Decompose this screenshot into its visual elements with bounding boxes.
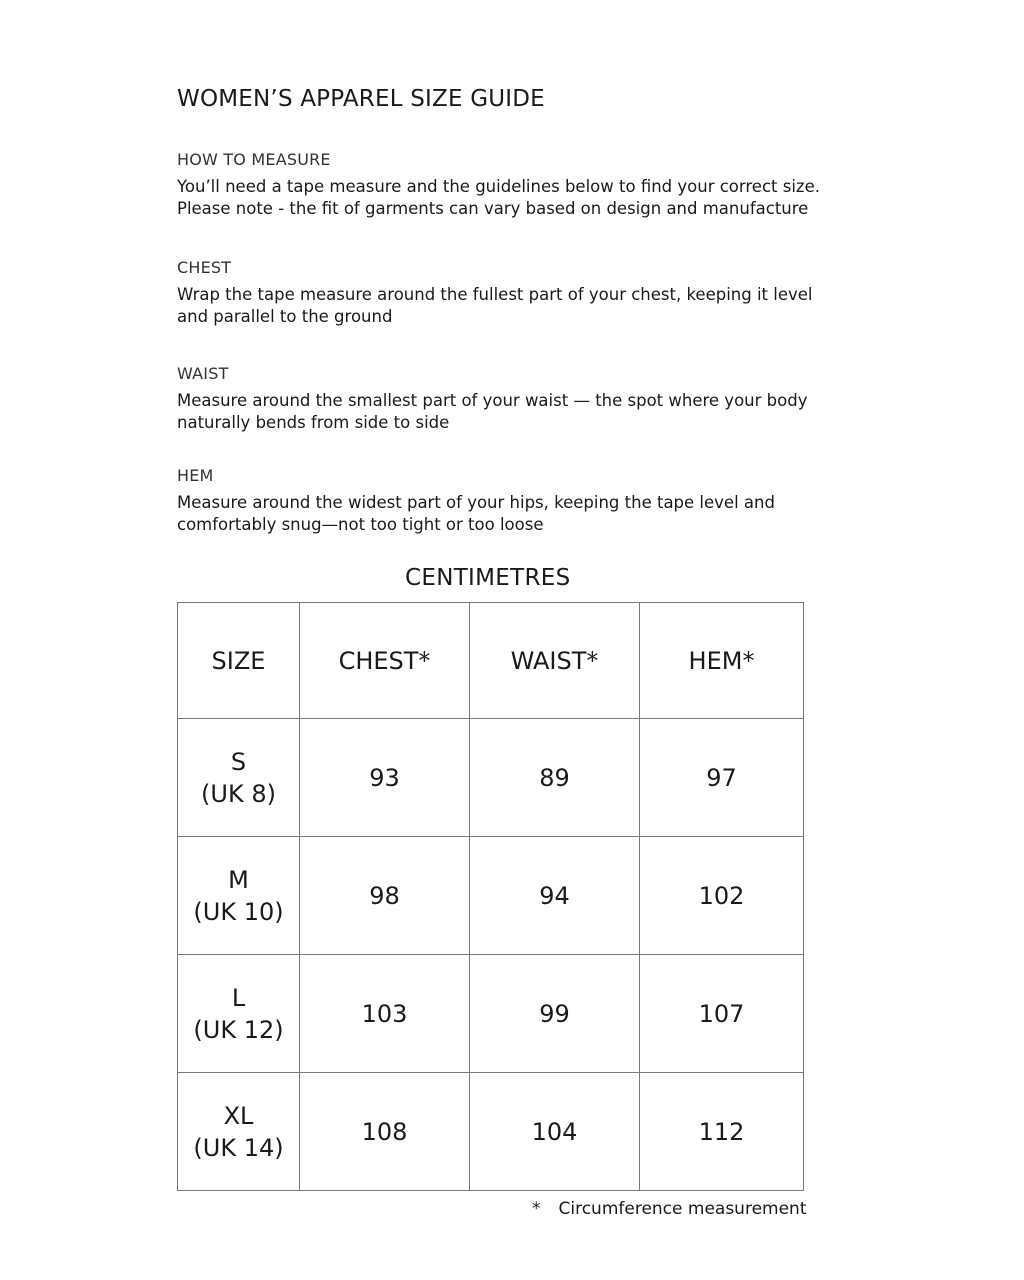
waist-cell: 99 [470, 955, 640, 1073]
table-header-row [178, 603, 804, 719]
footnote-text: Circumference measurement [558, 1199, 807, 1219]
section-body [177, 492, 857, 536]
header-size: SIZE [178, 603, 300, 719]
hem-cell: 107 [640, 955, 804, 1073]
section-body [177, 390, 857, 434]
section-heading: HOW TO MEASURE [177, 150, 331, 169]
size-label: L [231, 983, 246, 1012]
hem-cell: 102 [640, 837, 804, 955]
units-title: CENTIMETRES [405, 565, 571, 591]
section-heading: CHEST [177, 258, 232, 277]
section-waist [177, 364, 857, 434]
chest-cell: 98 [300, 837, 470, 955]
chest-cell: 108 [300, 1073, 470, 1191]
body-line: comfortably snug—not too tight or too loose [177, 515, 544, 534]
uk-size-label: (UK 12) [193, 1015, 284, 1044]
size-label: S [230, 747, 247, 776]
size-cell [178, 837, 300, 955]
body-line: You’ll need a tape measure and the guidelines below to find your correct size. [177, 177, 820, 196]
size-label: M [228, 865, 249, 894]
section-how-to-measure [177, 150, 857, 220]
hem-cell: 97 [640, 719, 804, 837]
header-waist: WAIST* [470, 603, 640, 719]
table-row [178, 719, 804, 837]
section-body [177, 284, 857, 328]
body-line: Measure around the smallest part of your waist — the spot where your body [177, 391, 808, 410]
header-hem: HEM* [640, 603, 804, 719]
section-hem [177, 466, 857, 536]
table-row [178, 837, 804, 955]
hem-cell: 112 [640, 1073, 804, 1191]
body-line: naturally bends from side to side [177, 413, 450, 432]
uk-size-label: (UK 14) [193, 1133, 284, 1162]
footnote-marker: * [532, 1199, 541, 1219]
size-cell [178, 1073, 300, 1191]
chest-cell: 103 [300, 955, 470, 1073]
footnote [532, 1199, 807, 1219]
header-chest: CHEST* [300, 603, 470, 719]
body-line: Wrap the tape measure around the fullest part of your chest, keeping it level [177, 285, 813, 304]
size-cell [178, 719, 300, 837]
section-chest [177, 258, 857, 328]
waist-cell: 89 [470, 719, 640, 837]
size-table [177, 602, 804, 1191]
body-line: Please note - the fit of garments can vary based on design and manufacture [177, 199, 809, 218]
uk-size-label: (UK 8) [201, 779, 276, 808]
body-line: Measure around the widest part of your hips, keeping the tape level and [177, 493, 775, 512]
table-row [178, 1073, 804, 1191]
body-line: and parallel to the ground [177, 307, 393, 326]
waist-cell: 94 [470, 837, 640, 955]
section-heading: WAIST [177, 364, 229, 383]
size-cell [178, 955, 300, 1073]
size-label: XL [223, 1101, 254, 1130]
section-body [177, 176, 857, 220]
page-title: WOMEN’S APPAREL SIZE GUIDE [177, 86, 545, 112]
section-heading: HEM [177, 466, 214, 485]
table-row [178, 955, 804, 1073]
waist-cell: 104 [470, 1073, 640, 1191]
chest-cell: 93 [300, 719, 470, 837]
uk-size-label: (UK 10) [193, 897, 284, 926]
